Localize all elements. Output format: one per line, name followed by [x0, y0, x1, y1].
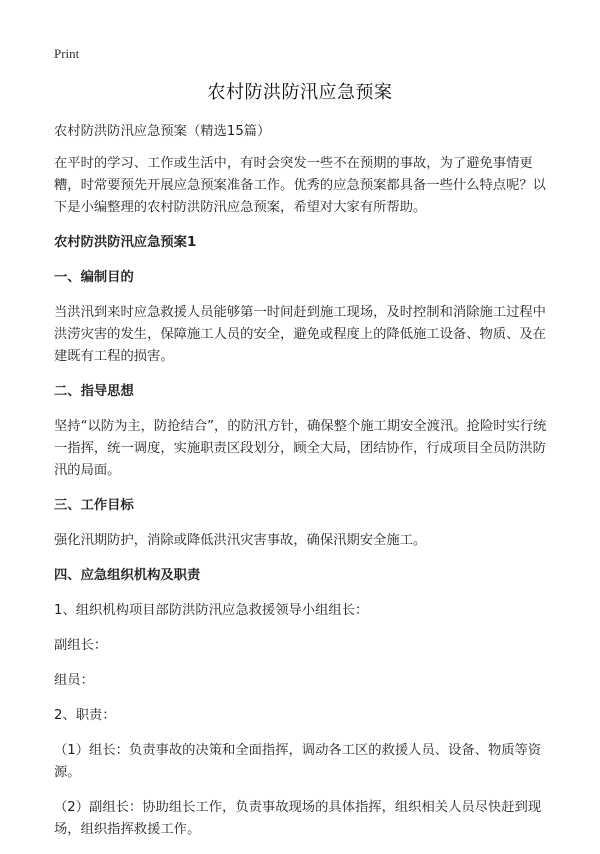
print-link[interactable]: Print [54, 46, 80, 61]
vice-leader-duty-paragraph: （2）副组长：协助组长工作，负责事故现场的具体指挥，组织相关人员尽快赶到现场，组织指挥救援工作。 [54, 800, 542, 837]
leader-duty-paragraph: （1）组长：负责事故的决策和全面指挥，调动各工区的救援人员、设备、物质等资源。 [54, 743, 542, 780]
heading-guiding-idea: 二、指导思想 [54, 384, 134, 399]
heading-purpose: 一、编制目的 [54, 270, 134, 285]
page-title: 农村防洪防汛应急预案 [207, 82, 393, 103]
members-line: 组员： [54, 673, 94, 688]
goal-paragraph: 强化汛期防护，消除或降低洪汛灾害事故，确保汛期安全施工。 [54, 533, 427, 548]
heading-goal: 三、工作目标 [54, 498, 134, 513]
duties-line: 2、职责： [54, 708, 116, 723]
guiding-idea-paragraph: 坚持“以防为主，防抢结合”，的防汛方针，确保整个施工期安全渡汛。抢险时实行统一指挥，统一调度，实施职责区段划分，顾全大局，团结协作，行成项目全员防洪防汛的局面。 [54, 419, 547, 478]
document-body [54, 121, 548, 854]
vice-leader-line: 副组长： [54, 638, 108, 653]
section-title: 农村防洪防汛应急预案1 [54, 235, 197, 250]
heading-organization: 四、应急组织机构及职责 [54, 568, 201, 583]
purpose-paragraph: 当洪汛到来时应急救援人员能够第一时间赶到施工现场，及时控制和消除施工过程中洪涝灾害的发生，保障施工人员的安全，避免或程度上的降低施工设备、物质、及在建既有工程的损害。 [54, 305, 546, 364]
subtitle: 农村防洪防汛应急预案（精选15篇） [54, 124, 271, 139]
intro-paragraph: 在平时的学习、工作或生活中，有时会突发一些不在预期的事故，为了避免事情更糟，时常要预先开展应急预案准备工作。优秀的应急预案都具备一些什么特点呢？以下是小编整理的农村防洪防汛应急预案，希望对大家有所帮助。 [54, 156, 546, 215]
organization-line: 1、组织机构项目部防洪防汛应急救援领导小组组长： [54, 603, 369, 618]
